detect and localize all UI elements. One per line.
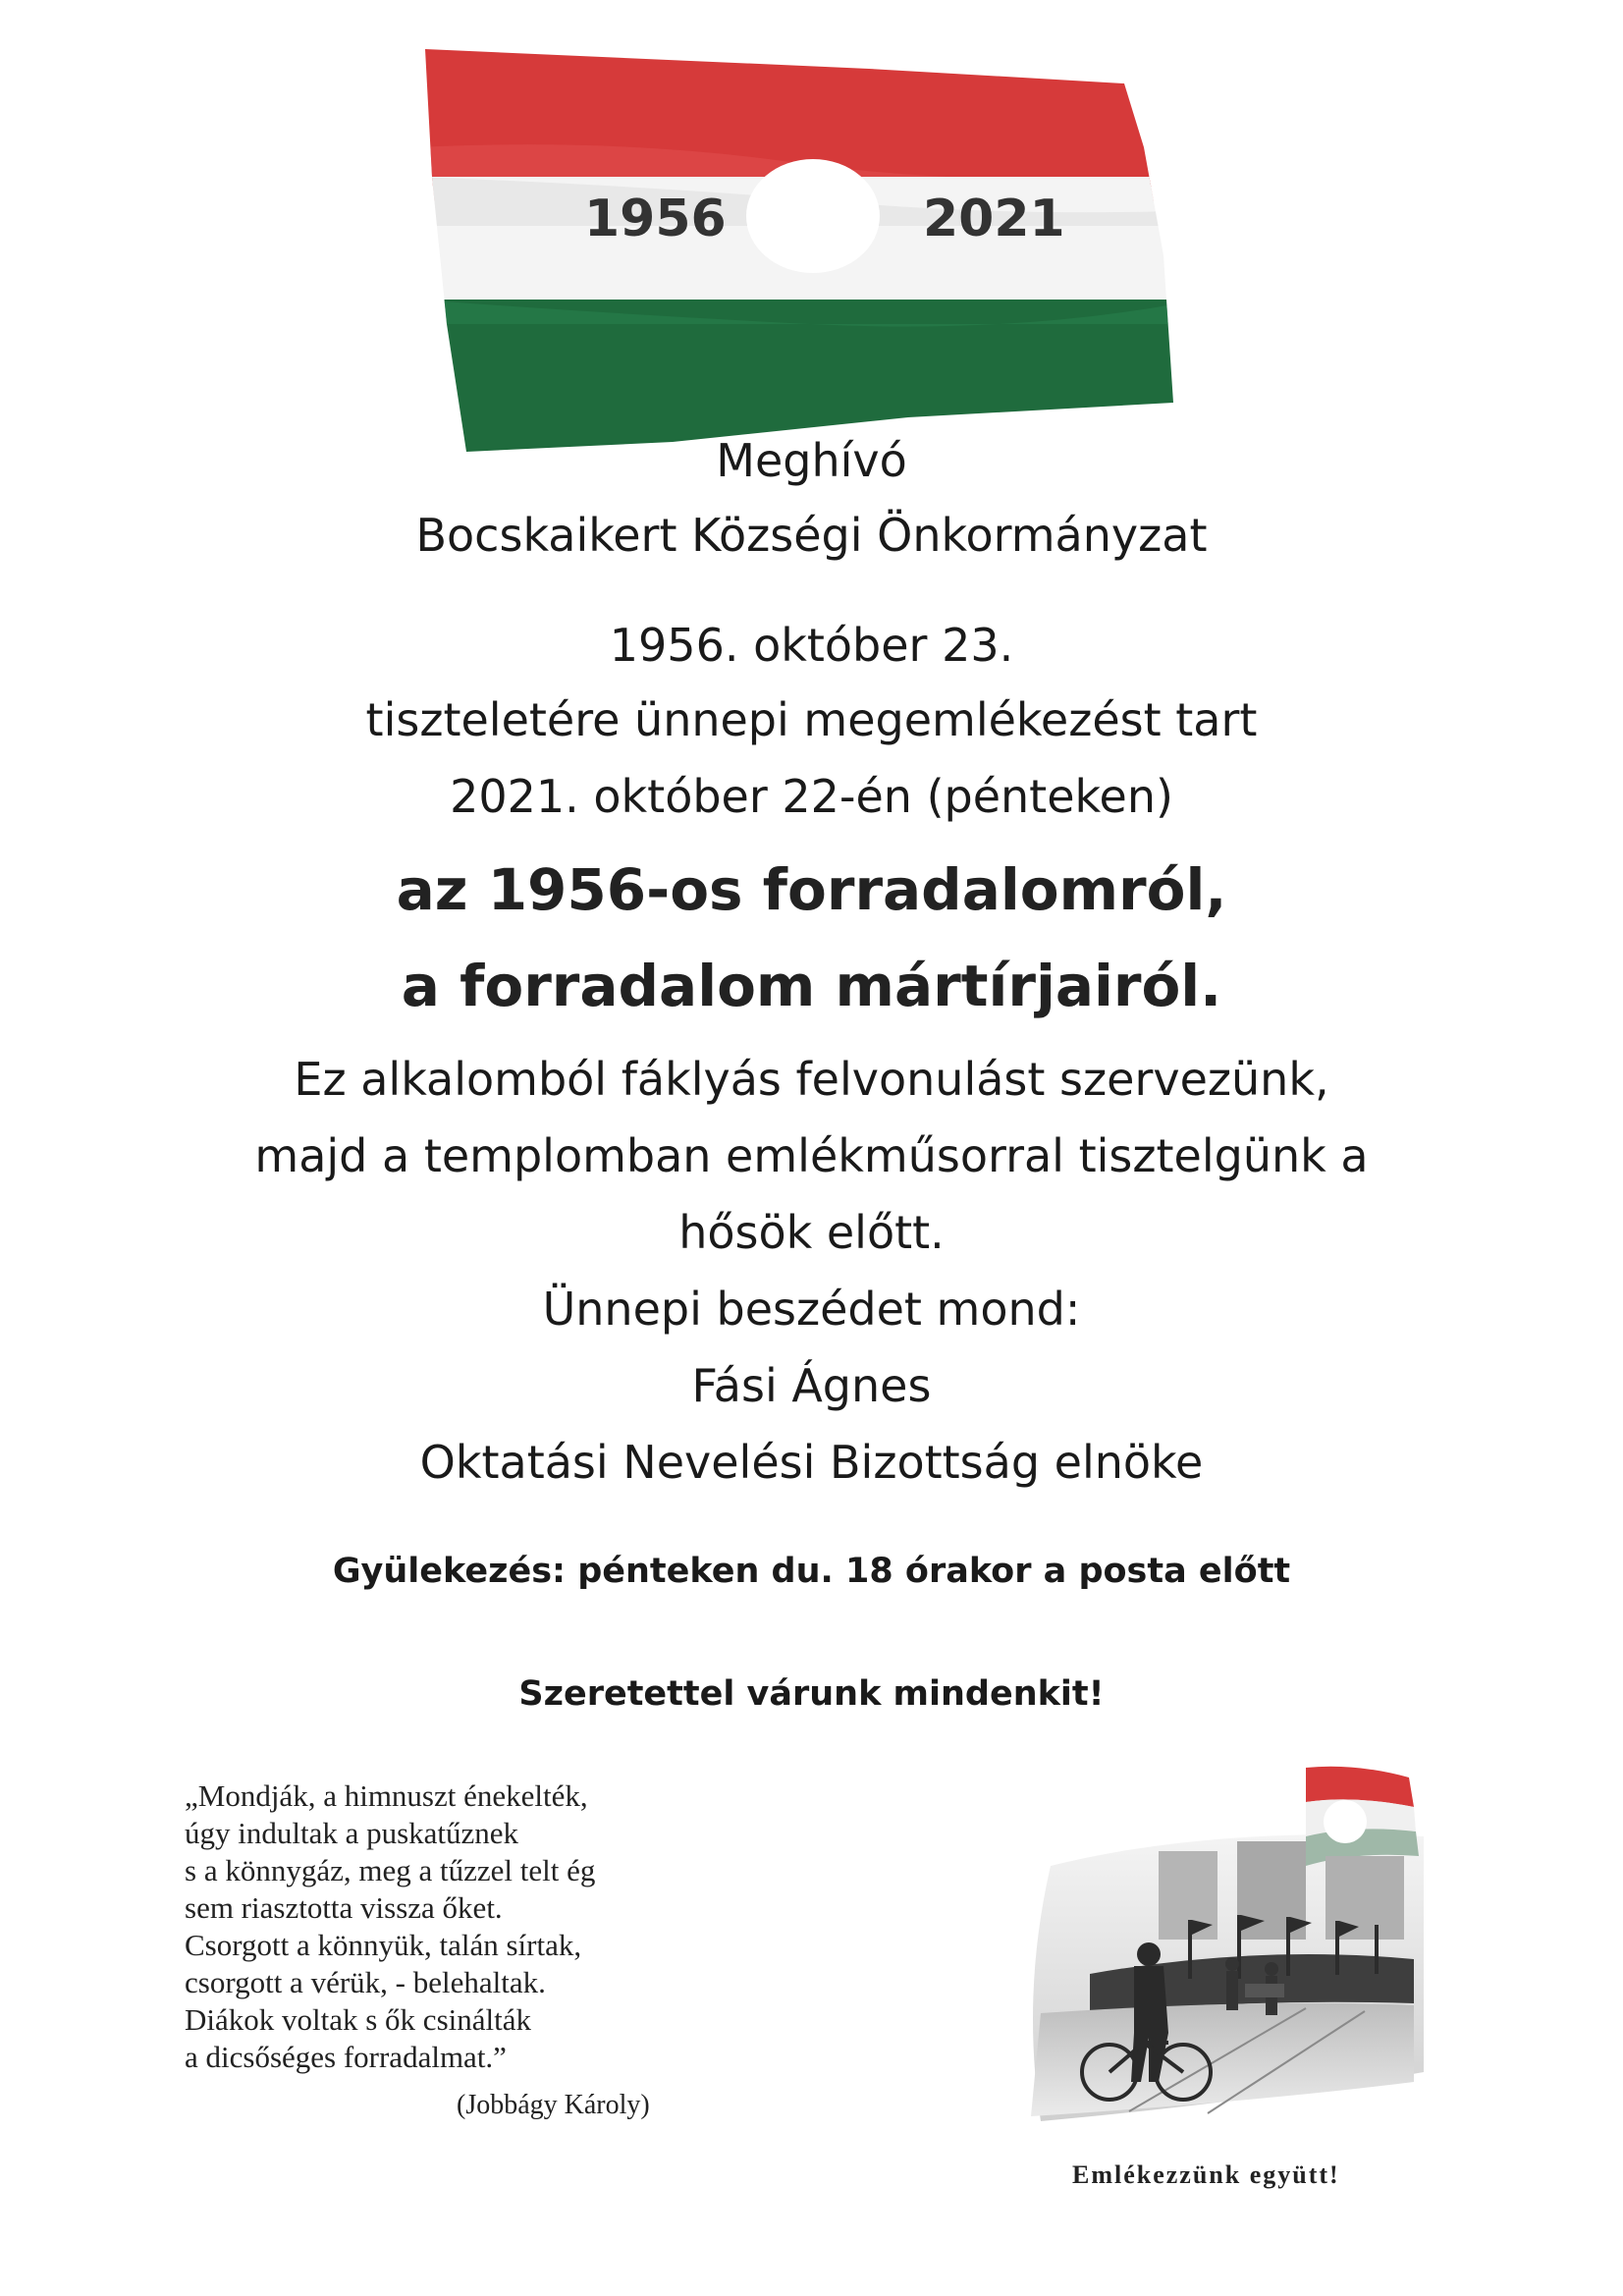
headline-line-2: a forradalom mártírjairól. [401, 953, 1222, 1019]
speaker-name: Fási Ágnes [691, 1359, 932, 1412]
welcome-text: Szeretettel várunk mindenkit! [518, 1674, 1105, 1714]
headline-line-1: az 1956-os forradalomról, [396, 856, 1227, 923]
photo-caption: Emlékezzünk együtt! [1072, 2160, 1340, 2189]
flag-year-left: 1956 [584, 190, 727, 248]
poem-line: s a könnygáz, meg a tűzzel telt ég [185, 1853, 596, 1887]
poem [185, 1777, 595, 2076]
body-line-3: 2021. október 22-én (pénteken) [450, 770, 1173, 823]
body-line-8: hősök előtt. [678, 1206, 945, 1259]
body-line-2: tiszteletére ünnepi megemlékezést tart [365, 693, 1258, 746]
poem-line: a dicsőséges forradalmat.” [185, 2040, 507, 2074]
invitation-title: Meghívó [716, 434, 907, 487]
hungarian-flag-image [417, 29, 1173, 452]
gathering-info: Gyülekezés: pénteken du. 18 órakor a posta előtt [332, 1552, 1291, 1591]
body-line-6: Ez alkalomból fáklyás felvonulást szervezünk, [294, 1053, 1329, 1106]
poem-line: Csorgott a könnyük, talán sírtak, [185, 1928, 582, 1962]
speech-label: Ünnepi beszédet mond: [542, 1283, 1081, 1336]
body-line-7: majd a templomban emlékműsorral tisztelgünk a [254, 1129, 1369, 1182]
organizer-name: Bocskaikert Községi Önkormányzat [415, 509, 1208, 562]
poem-line: úgy indultak a puskatűznek [185, 1816, 519, 1850]
poem-line: csorgott a vérük, - belehaltak. [185, 1965, 546, 1999]
poem-line: Diákok voltak s ők csinálták [185, 2002, 531, 2037]
poem-line: sem riasztotta vissza őket. [185, 1890, 503, 1925]
speaker-title: Oktatási Nevelési Bizottság elnöke [419, 1436, 1204, 1489]
date-line: 1956. október 23. [609, 619, 1014, 672]
poem-author: (Jobbágy Károly) [457, 2090, 650, 2120]
flag-year-right: 2021 [923, 190, 1065, 248]
revolution-photo [1011, 1748, 1424, 2151]
poem-line: „Mondják, a himnuszt énekelték, [185, 1778, 588, 1813]
